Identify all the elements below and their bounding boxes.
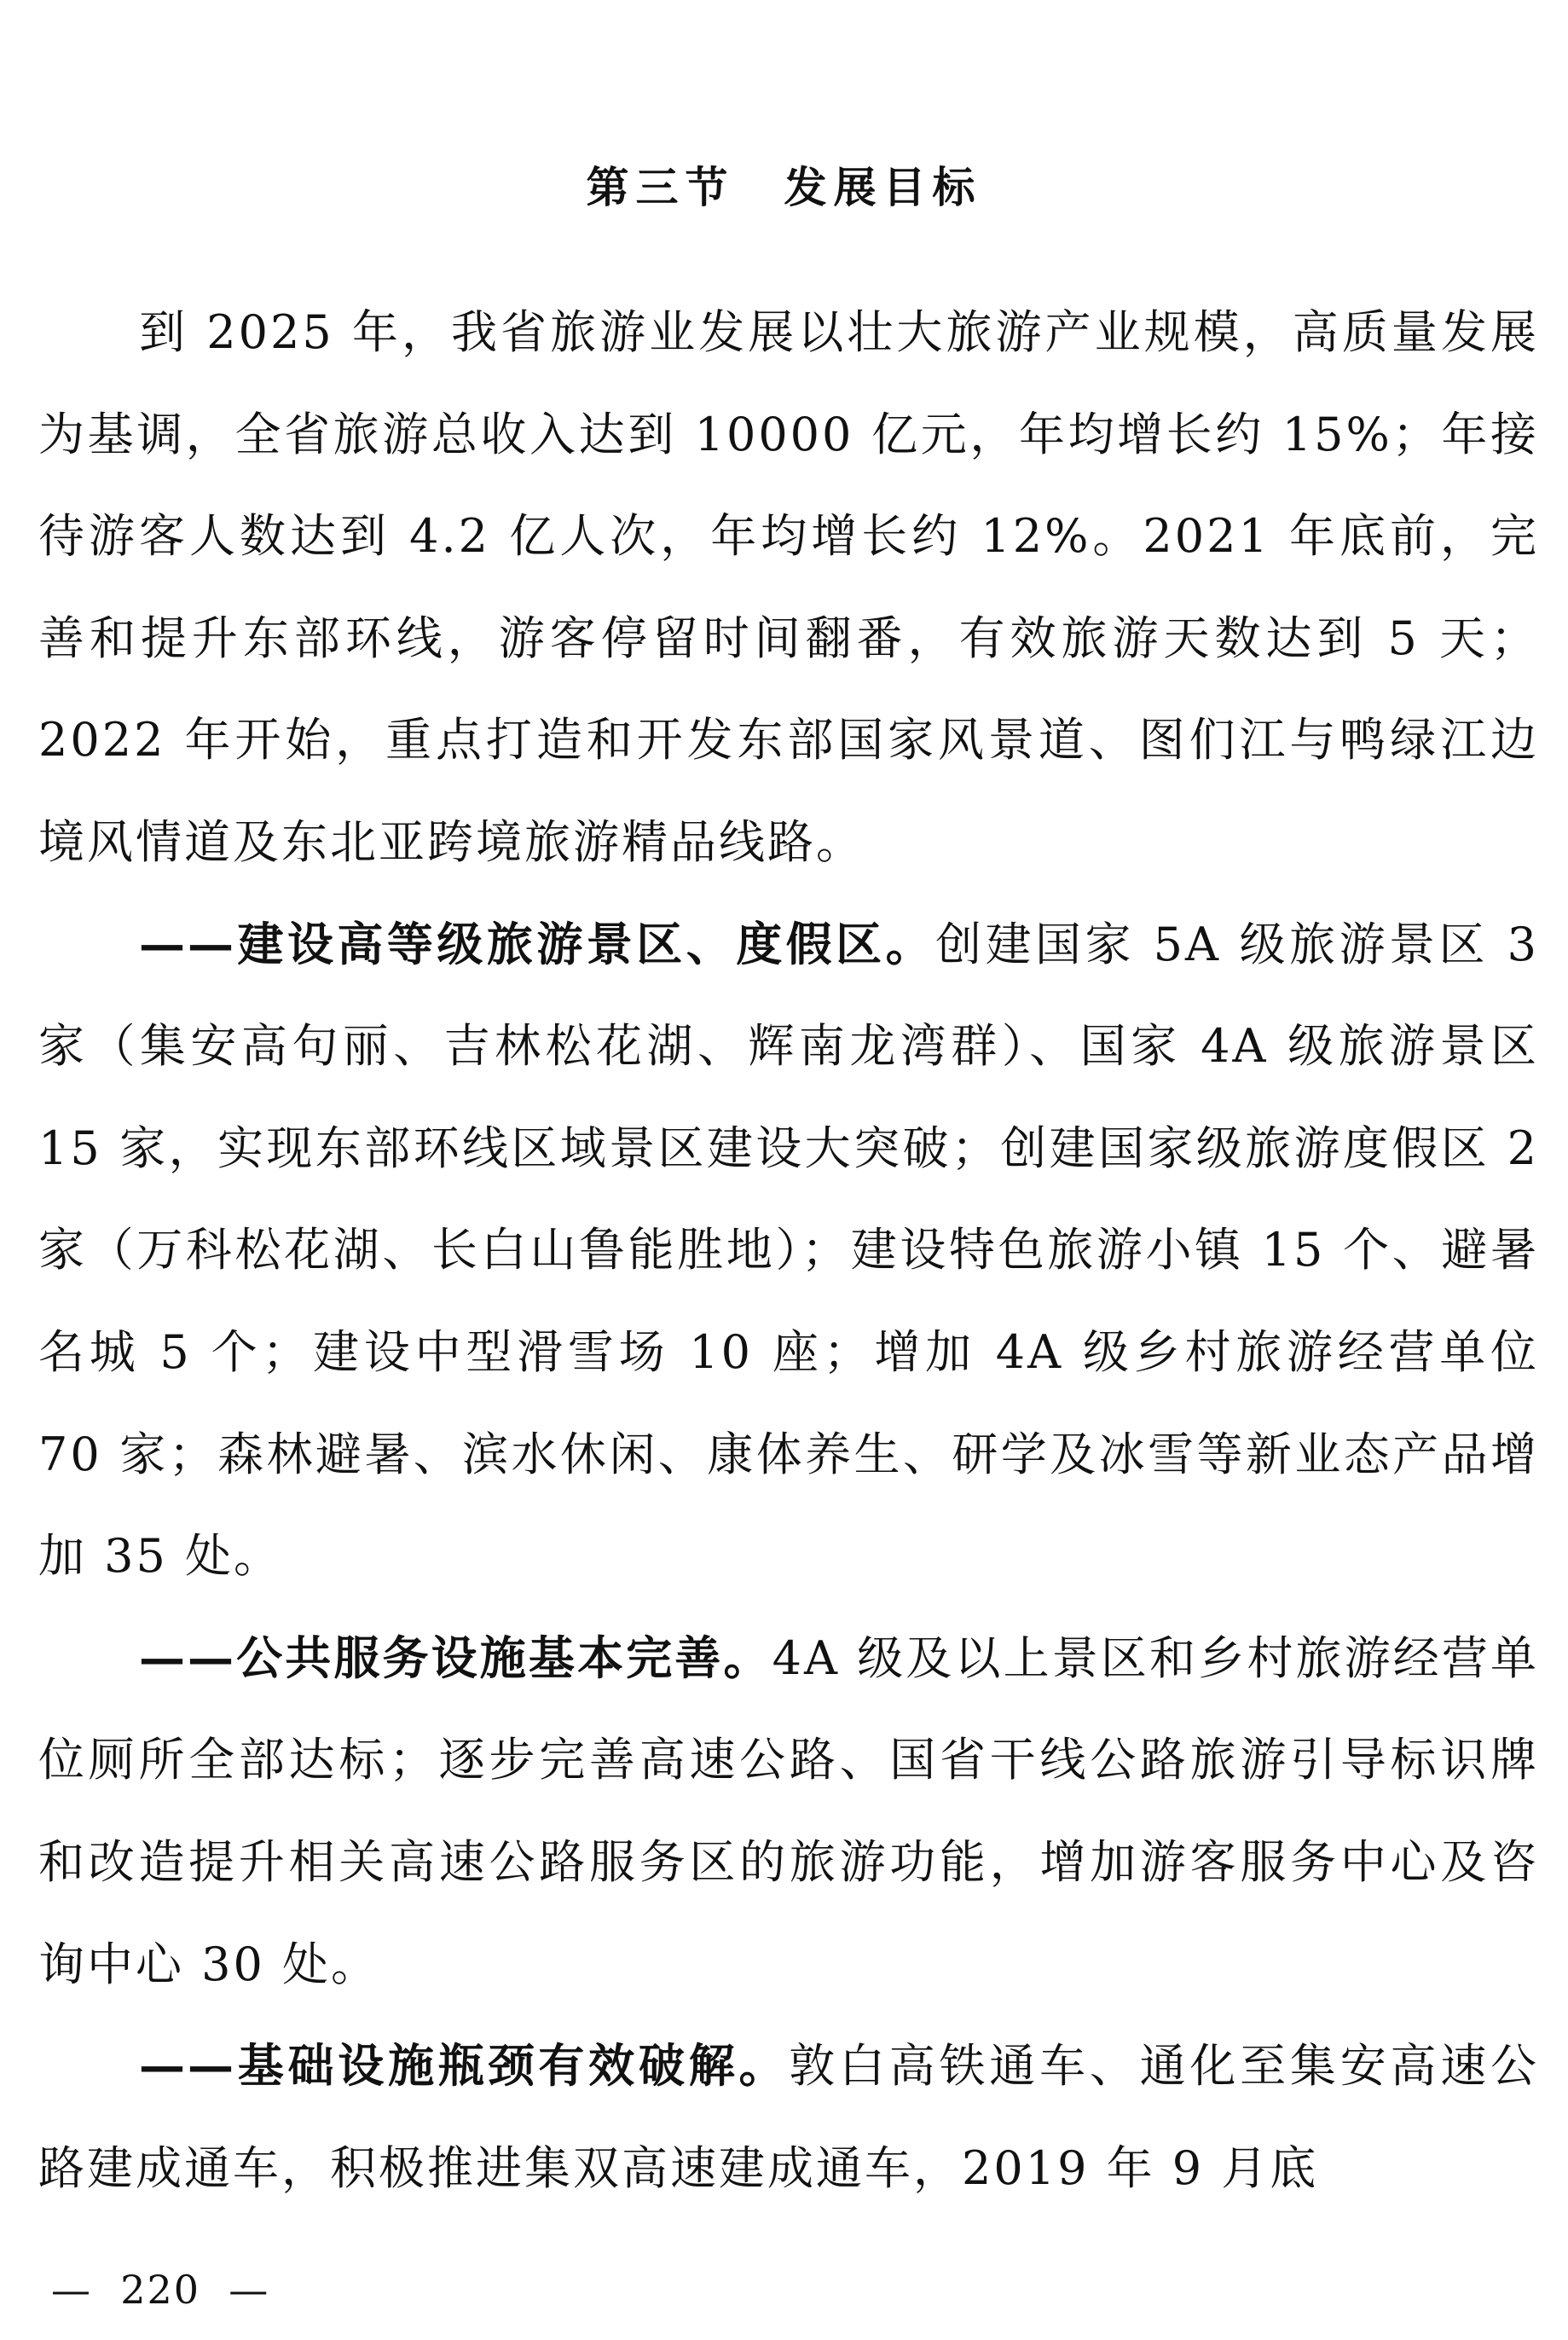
paragraph-infrastructure	[38, 2015, 1539, 2219]
page-number: — 220 —	[51, 2267, 270, 2313]
paragraph-scenic-areas	[38, 894, 1539, 1607]
paragraph-overview	[38, 281, 1539, 894]
section-title: 第三节 发展目标	[586, 162, 982, 212]
paragraph-text: 敦白高铁通车、通化至集安高速公路建成通车，积极推进集双高速建成通车，2019 年 9 月底	[38, 2039, 1540, 2195]
paragraph-text: 创建国家 5A 级旅游景区 3 家（集安高句丽、吉林松花湖、辉南龙湾群）、国家 4A 级旅游景区 15 家，实现东部环线区域景区建设大突破；创建国家级旅游度假区 2 家（万科松花湖、长白山鲁能胜地）；建设特色旅游小镇 15 个、避暑名城 5 个；建设中型滑雪场 10 座；增加 4A 级乡村旅游经营单位 70 家；森林避暑、滨水休闲、康体养生、研学及冰雪等新业态产品增加 35 处。	[38, 917, 1539, 1584]
body-text	[38, 281, 1539, 2219]
paragraph-public-services	[38, 1607, 1539, 2015]
paragraph-lead: ——基础设施瓶颈有效破解。	[139, 2038, 790, 2094]
paragraph-lead: ——公共服务设施基本完善。	[139, 1630, 772, 1685]
paragraph-lead: ——建设高等级旅游景区、度假区。	[139, 916, 936, 971]
paragraph-text: 到 2025 年，我省旅游业发展以壮大旅游产业规模，高质量发展为基调，全省旅游总收入达到 10000 亿元，年均增长约 15%；年接待游客人数达到 4.2 亿人次，年均增长约 12%。2021 年底前，完善和提升东部环线，游客停留时间翻番，有效旅游天数达到 5 天；2022 年开始，重点打造和开发东部国家风景道、图们江与鸭绿江边境风情道及东北亚跨境旅游精品线路。	[38, 305, 1539, 869]
paragraph-text: 4A 级及以上景区和乡村旅游经营单位厕所全部达标；逐步完善高速公路、国省干线公路旅游引导标识牌和改造提升相关高速公路服务区的旅游功能，增加游客服务中心及咨询中心 30 处。	[38, 1630, 1539, 1991]
